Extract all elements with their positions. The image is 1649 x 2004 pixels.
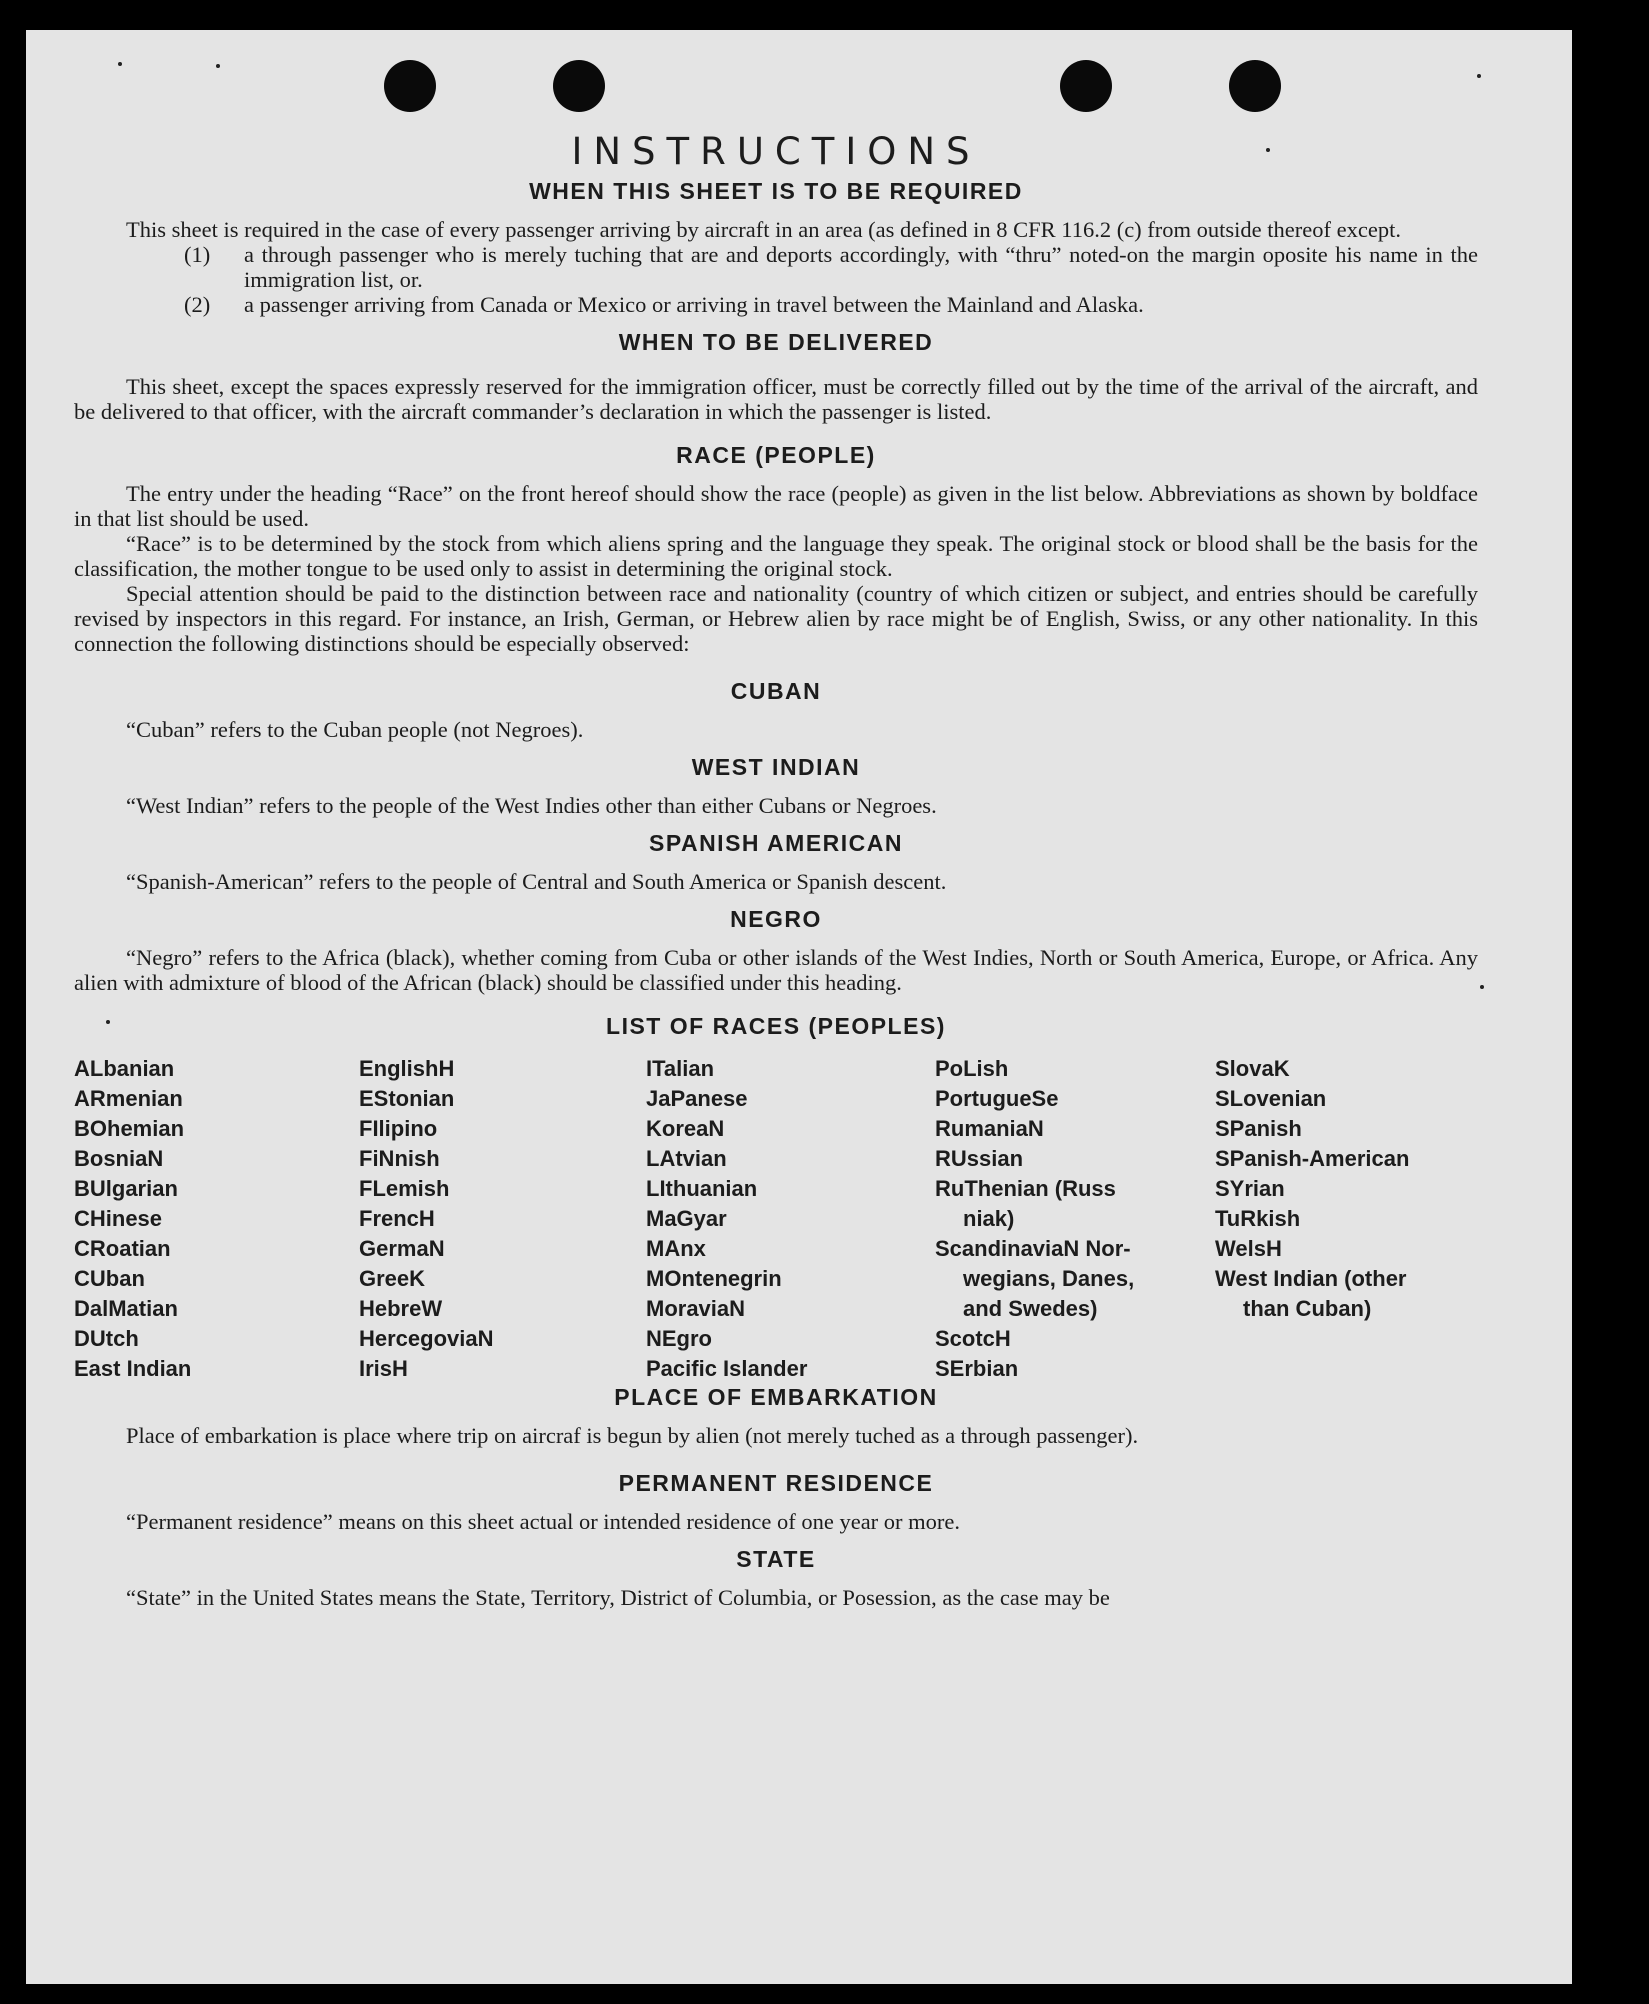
race-item: FIlipino	[359, 1116, 438, 1141]
race-item: CHinese	[74, 1206, 163, 1231]
race-item: MoraviaN	[646, 1296, 746, 1321]
race-item: TuRkish	[1215, 1206, 1301, 1231]
race-item: SPanish-American	[1215, 1146, 1410, 1171]
race-item: KoreaN	[646, 1116, 725, 1141]
race-item: PortugueSe	[935, 1086, 1059, 1111]
race-item: EnglishH	[359, 1056, 455, 1081]
list-item	[184, 292, 1478, 317]
race-item: MOntenegrin	[646, 1266, 782, 1291]
heading-when-required: WHEN THIS SHEET IS TO BE REQUIRED	[529, 178, 1023, 204]
heading-permanent-residence: PERMANENT RESIDENCE	[618, 1470, 934, 1496]
race-item: FrencH	[359, 1206, 435, 1231]
race-item: BOhemian	[74, 1116, 185, 1141]
paragraph-embarkation: Place of embarkation is place where trip on aircraf is begun by alien (not merely tuched as a through passenger).	[126, 1423, 1139, 1448]
race-item: IrisH	[359, 1356, 408, 1381]
heading-list-of-races: LIST OF RACES (PEOPLES)	[606, 1013, 946, 1039]
heading-spanish-american: SPANISH AMERICAN	[648, 830, 903, 856]
race-item: EStonian	[359, 1086, 455, 1111]
race-item: CRoatian	[74, 1236, 171, 1261]
race-item: ScotcH	[935, 1326, 1011, 1351]
punch-hole	[1060, 60, 1112, 112]
race-item: ScandinaviaN Nor-	[935, 1236, 1131, 1261]
race-item: DalMatian	[74, 1296, 178, 1321]
races-column-3	[646, 1054, 935, 1384]
races-list	[74, 1054, 1478, 1384]
paragraph-race-2: “Race” is to be determined by the stock from which aliens spring and the language they speak. The original stock or blood shall be the basis for the classification, the mother tongue to be used only to assist in determining the original stock.	[74, 531, 1478, 581]
race-item: PoLish	[935, 1056, 1009, 1081]
speck	[216, 64, 220, 68]
speck	[118, 62, 122, 66]
race-item: than Cuban)	[1243, 1296, 1372, 1321]
heading-state: STATE	[736, 1546, 816, 1572]
heading-cuban: CUBAN	[730, 678, 822, 704]
heading-negro: NEGRO	[730, 906, 822, 932]
punch-hole	[1229, 60, 1281, 112]
race-item: and Swedes)	[963, 1296, 1098, 1321]
race-item: Pacific Islander	[646, 1356, 808, 1381]
heading-west-indian: WEST INDIAN	[691, 754, 861, 780]
race-item: MAnx	[646, 1236, 706, 1261]
document-body	[74, 132, 1478, 1610]
race-item: HercegoviaN	[359, 1326, 494, 1351]
race-item: FLemish	[359, 1176, 450, 1201]
race-item: SErbian	[935, 1356, 1019, 1381]
race-item: SLovenian	[1215, 1086, 1327, 1111]
race-item: GermaN	[359, 1236, 445, 1261]
heading-embarkation: PLACE OF EMBARKATION	[614, 1384, 938, 1410]
race-item: SYrian	[1215, 1176, 1285, 1201]
race-item: LAtvian	[646, 1146, 727, 1171]
race-item: DUtch	[74, 1326, 139, 1351]
race-item: JaPanese	[646, 1086, 748, 1111]
race-item: FiNnish	[359, 1146, 440, 1171]
heading-when-delivered: WHEN TO BE DELIVERED	[618, 329, 934, 355]
race-item: CUban	[74, 1266, 145, 1291]
paragraph-spanish-american: “Spanish-American” refers to the people of Central and South America or Spanish descent.	[126, 869, 947, 894]
race-item: wegians, Danes,	[963, 1266, 1135, 1291]
race-item: HebreW	[359, 1296, 443, 1321]
punch-hole	[553, 60, 605, 112]
paragraph-negro: “Negro” refers to the Africa (black), whether coming from Cuba or other islands of the West Indies, North or South America, Europe, or Africa. Any alien with admixture of blood of the African (black) should be classified under this heading.	[74, 945, 1478, 995]
race-item: MaGyar	[646, 1206, 727, 1231]
paragraph-when-required: This sheet is required in the case of every passenger arriving by aircraft in an area (as defined in 8 CFR 116.2 (c) from outside thereof except.	[126, 217, 1401, 242]
race-item: NEgro	[646, 1326, 712, 1351]
paragraph-state: “State” in the United States means the State, Territory, District of Columbia, or Posession, as the case may be	[126, 1585, 1110, 1610]
race-item: GreeK	[359, 1266, 426, 1291]
race-item: WelsH	[1215, 1236, 1282, 1261]
race-item: ARmenian	[74, 1086, 183, 1111]
paragraph-race-3: Special attention should be paid to the distinction between race and nationality (country of which citizen or subject, and entries should be carefully revised by inspectors in this regard. For instance, an Irish, German, or Hebrew alien by race might be of English, Swiss, or any other nationality. In this connection the following distinctions should be especially observed:	[74, 581, 1478, 656]
item-number: (1)	[184, 242, 211, 267]
race-item: RuThenian (Russ	[935, 1176, 1116, 1201]
item-text: a through passenger who is merely tuching that are and deports accordingly, with “thru” noted-on the margin oposite his name in the immigration list, or.	[244, 242, 1478, 292]
speck	[1477, 74, 1481, 78]
punch-hole	[384, 60, 436, 112]
paragraph-cuban: “Cuban” refers to the Cuban people (not Negroes).	[126, 717, 584, 742]
race-item: niak)	[963, 1206, 1015, 1231]
item-text: a passenger arriving from Canada or Mexico or arriving in travel between the Mainland and Alaska.	[244, 292, 1144, 317]
list-item	[184, 242, 1478, 292]
race-item: SPanish	[1215, 1116, 1302, 1141]
race-item: SlovaK	[1215, 1056, 1290, 1081]
race-item: BUlgarian	[74, 1176, 178, 1201]
race-item: BosniaN	[74, 1146, 164, 1171]
race-item: East Indian	[74, 1356, 192, 1381]
race-item: ALbanian	[74, 1056, 175, 1081]
paragraph-race-1: The entry under the heading “Race” on the front hereof should show the race (people) as given in the list below. Abbreviations as shown by boldface in that list should be used.	[74, 481, 1478, 531]
race-item: West Indian (other	[1215, 1266, 1407, 1291]
paragraph-when-delivered: This sheet, except the spaces expressly reserved for the immigration officer, must be correctly filled out by the time of the arrival of the aircraft, and be delivered to that officer, with the aircraft commander’s declaration in which the passenger is listed.	[74, 374, 1478, 424]
races-column-2	[359, 1054, 646, 1384]
race-item: RUssian	[935, 1146, 1024, 1171]
item-number: (2)	[184, 292, 211, 317]
races-column-1	[74, 1054, 359, 1384]
race-item: LIthuanian	[646, 1176, 758, 1201]
race-item: RumaniaN	[935, 1116, 1044, 1141]
paragraph-west-indian: “West Indian” refers to the people of the West Indies other than either Cubans or Negroes.	[126, 793, 937, 818]
races-column-5	[1215, 1054, 1475, 1384]
page-title: INSTRUCTIONS	[571, 130, 981, 173]
paragraph-permanent-residence: “Permanent residence” means on this sheet actual or intended residence of one year or more.	[126, 1509, 961, 1534]
race-item: ITalian	[646, 1056, 715, 1081]
races-column-4	[935, 1054, 1215, 1384]
heading-race: RACE (PEOPLE)	[676, 442, 876, 468]
speck	[1480, 985, 1484, 989]
